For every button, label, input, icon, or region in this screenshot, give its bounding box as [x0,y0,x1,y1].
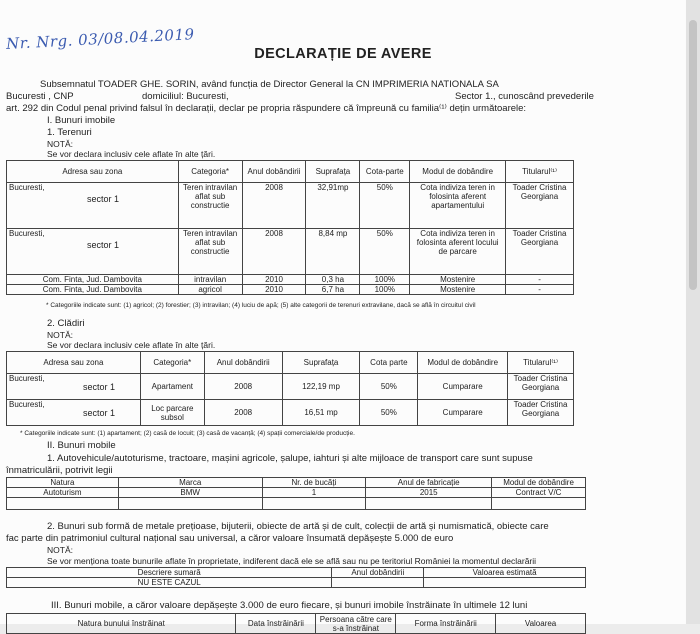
alienated-col-person: Persoana către care s-a înstrăinat [316,614,396,634]
scrollbar-thumb[interactable] [689,20,697,290]
section-i1-heading: 1. Terenuri [47,127,92,138]
valuable-col-year: Anul dobândirii [332,568,424,578]
terrain-col-category: Categoria* [178,161,242,183]
table-row: Autoturism BMW 1 2015 Contract V/C [7,488,586,498]
vehicles-table [6,477,586,510]
section-ii2-line2: fac parte din patrimoniul cultural național sau universal, a căror valoare însumată depășește 5.000 de euro [6,533,454,544]
building-col-mode: Modul de dobândire [418,352,508,374]
alienated-col-value: Valoarea [496,614,586,634]
intro-line-1: Subsemnatul TOADER GHE. SORIN, având funcția de Director General la CN IMPRIMERIA NATIONALA SA [40,79,499,90]
vehicle-col-year: Anul de fabricație [366,478,492,488]
terrain-table [6,160,574,295]
terrain-col-share: Cota-parte [360,161,410,183]
intro-line-2c: Sector 1., cunoscând prevederile [455,91,594,102]
section-i-heading: I. Bunuri imobile [47,115,116,126]
table-row: Bucuresti, sector 1 Apartament 2008 122,19 mp 50% Cumparare Toader Cristina Georgiana [7,374,574,400]
note-label-2: NOTĂ: [47,330,73,340]
alienated-col-form: Forma înstrăinării [396,614,496,634]
buildings-table [6,351,574,426]
table-row: NU ESTE CAZUL [7,578,586,588]
vertical-scrollbar[interactable] [686,0,700,624]
terrain-col-mode: Modul de dobândire [410,161,506,183]
intro-line-2a: Bucuresti , CNP [6,91,74,102]
terrain-footnote: * Categoriile indicate sunt: (1) agricol; (2) forestier; (3) intravilan; (4) luciu de apă; (5) alte categorii de terenuri extravilane, dacă se află în circuitul civil [46,302,476,309]
intro-line-3: art. 292 din Codul penal privind falsul în declarații, declar pe propria răspundere că împreună cu familia⁽¹⁾ dețin următoarele: [6,103,527,114]
building-col-category: Categoria* [140,352,204,374]
building-col-address: Adresa sau zona [7,352,141,374]
note-text-2: Se vor declara inclusiv cele aflate în alte țări. [47,340,216,350]
terrain-col-owner: Titularul⁽¹⁾ [506,161,574,183]
note-text-1: Se vor declara inclusiv cele aflate în alte țări. [47,149,216,159]
table-row: Bucuresti, sector 1 Teren intravilan aflat sub constructie 2008 8,84 mp 50% Cota indiviza teren in folosinta aferent locului de parcare Toader Cristina Georgiana [7,229,574,275]
building-col-year: Anul dobândirii [204,352,282,374]
section-iii-heading: III. Bunuri mobile, a căror valoare depășește 3.000 de euro fiecare, și bunuri imobile înstrăinate în ultimele 12 luni [51,600,528,611]
valuable-col-value: Valoarea estimată [424,568,586,578]
section-ii2-line1: 2. Bunuri sub formă de metale prețioase, bijuterii, obiecte de artă și de cult, colecții de artă și numismatică, obiecte care [47,521,549,532]
valuables-table [6,567,586,588]
valuable-col-description: Descriere sumară [7,568,332,578]
terrain-col-year: Anul dobândirii [242,161,306,183]
note-label-1: NOTĂ: [47,139,73,149]
vehicle-col-mode: Modul de dobândire [492,478,586,488]
building-col-owner: Titularul⁽¹⁾ [508,352,574,374]
document-title: DECLARAȚIE DE AVERE [254,46,432,62]
intro-line-2b: domiciliul: Bucuresti, [142,91,229,102]
building-col-share: Cota parte [360,352,418,374]
note-text-3: Se vor menționa toate bunurile aflate în proprietate, indiferent dacă ele se află sau nu pe teritoriul României la momentul declarării [47,556,537,566]
table-row: Com. Finta, Jud. Dambovita agricol 2010 6,7 ha 100% Mostenire - [7,285,574,295]
section-i2-heading: 2. Clădiri [47,318,85,329]
buildings-footnote: * Categoriile indicate sunt: (1) apartament; (2) casă de locuit; (3) casă de vacanță; (4) spații comerciale/de producție. [20,430,355,437]
note-label-3: NOTĂ: [47,545,73,555]
vehicle-col-type: Natura [7,478,119,488]
alienated-col-date: Data înstrăinării [236,614,316,634]
section-ii1-line2: înmatriculării, potrivit legii [6,465,113,476]
vehicle-col-count: Nr. de bucăți [262,478,366,488]
terrain-col-area: Suprafața [306,161,360,183]
table-row: Com. Finta, Jud. Dambovita intravilan 2010 0,3 ha 100% Mostenire - [7,275,574,285]
vehicle-col-brand: Marca [118,478,262,488]
building-col-area: Suprafața [282,352,360,374]
table-row: Bucuresti, sector 1 Teren intravilan aflat sub constructie 2008 32,91mp 50% Cota indiviza teren in folosinta aferent apartamentului Toader Cristina Georgiana [7,183,574,229]
handwritten-registration-number: Nr. Nrg. 03/08.04.2019 [5,25,195,53]
table-row: Bucuresti, sector 1 Loc parcare subsol 2008 16,51 mp 50% Cumparare Toader Cristina Georgiana [7,400,574,426]
alienated-table [6,613,586,634]
terrain-col-address: Adresa sau zona [7,161,179,183]
section-ii-heading: II. Bunuri mobile [47,440,116,451]
alienated-col-nature: Natura bunului înstrăinat [7,614,236,634]
section-ii1-line1: 1. Autovehicule/autoturisme, tractoare, mașini agricole, șalupe, iahturi și alte mijloace de transport care sunt supuse [47,453,533,464]
